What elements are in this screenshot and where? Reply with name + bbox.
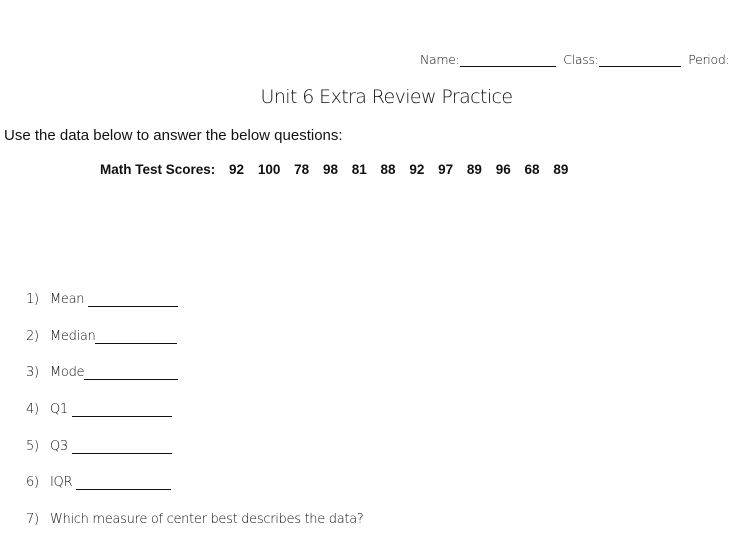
question-mean <box>26 292 178 307</box>
question-mode <box>26 365 178 380</box>
score-value: 96 <box>495 162 511 177</box>
answer-blank[interactable] <box>84 369 178 380</box>
score-value: 97 <box>438 162 454 177</box>
score-value: 89 <box>553 162 569 177</box>
instructions-text: Use the data below to answer the below questions: <box>4 127 343 144</box>
question-text: Q3 <box>50 439 68 454</box>
question-q3 <box>26 439 172 454</box>
score-value: 92 <box>229 162 245 177</box>
question-number: 7) <box>26 512 39 527</box>
name-blank[interactable] <box>460 54 556 67</box>
worksheet-header <box>420 52 729 68</box>
data-set-row <box>100 162 568 177</box>
score-value: 98 <box>322 162 338 177</box>
question-text: IQR <box>50 475 73 490</box>
question-text: Which measure of center best describes the data? <box>50 512 364 527</box>
score-value: 89 <box>466 162 482 177</box>
question-number: 1) <box>26 292 39 307</box>
question-iqr <box>26 475 171 490</box>
question-text: Q1 <box>50 402 68 417</box>
question-text: Median <box>50 329 96 344</box>
question-number: 5) <box>26 439 39 454</box>
question-text: Mean <box>50 292 85 307</box>
question-number: 6) <box>26 475 39 490</box>
period-label: Period: <box>688 52 729 67</box>
question-number: 4) <box>26 402 39 417</box>
class-blank[interactable] <box>599 54 681 67</box>
page-title: Unit 6 Extra Review Practice <box>260 86 513 108</box>
question-best-center <box>26 512 363 527</box>
question-median <box>26 329 177 344</box>
score-value: 81 <box>351 162 367 177</box>
question-number: 3) <box>26 365 39 380</box>
score-value: 78 <box>294 162 310 177</box>
answer-blank[interactable] <box>76 479 171 490</box>
question-q1 <box>26 402 172 417</box>
answer-blank[interactable] <box>72 406 172 417</box>
answer-blank[interactable] <box>95 333 177 344</box>
score-value: 88 <box>380 162 396 177</box>
question-number: 2) <box>26 329 39 344</box>
data-set-label: Math Test Scores: <box>100 162 216 177</box>
score-value: 68 <box>524 162 540 177</box>
answer-blank[interactable] <box>72 443 172 454</box>
name-label: Name: <box>420 52 460 67</box>
answer-blank[interactable] <box>88 296 178 307</box>
class-label: Class: <box>563 52 599 67</box>
score-value: 100 <box>257 162 281 177</box>
question-text: Mode <box>50 365 85 380</box>
score-value: 92 <box>409 162 425 177</box>
